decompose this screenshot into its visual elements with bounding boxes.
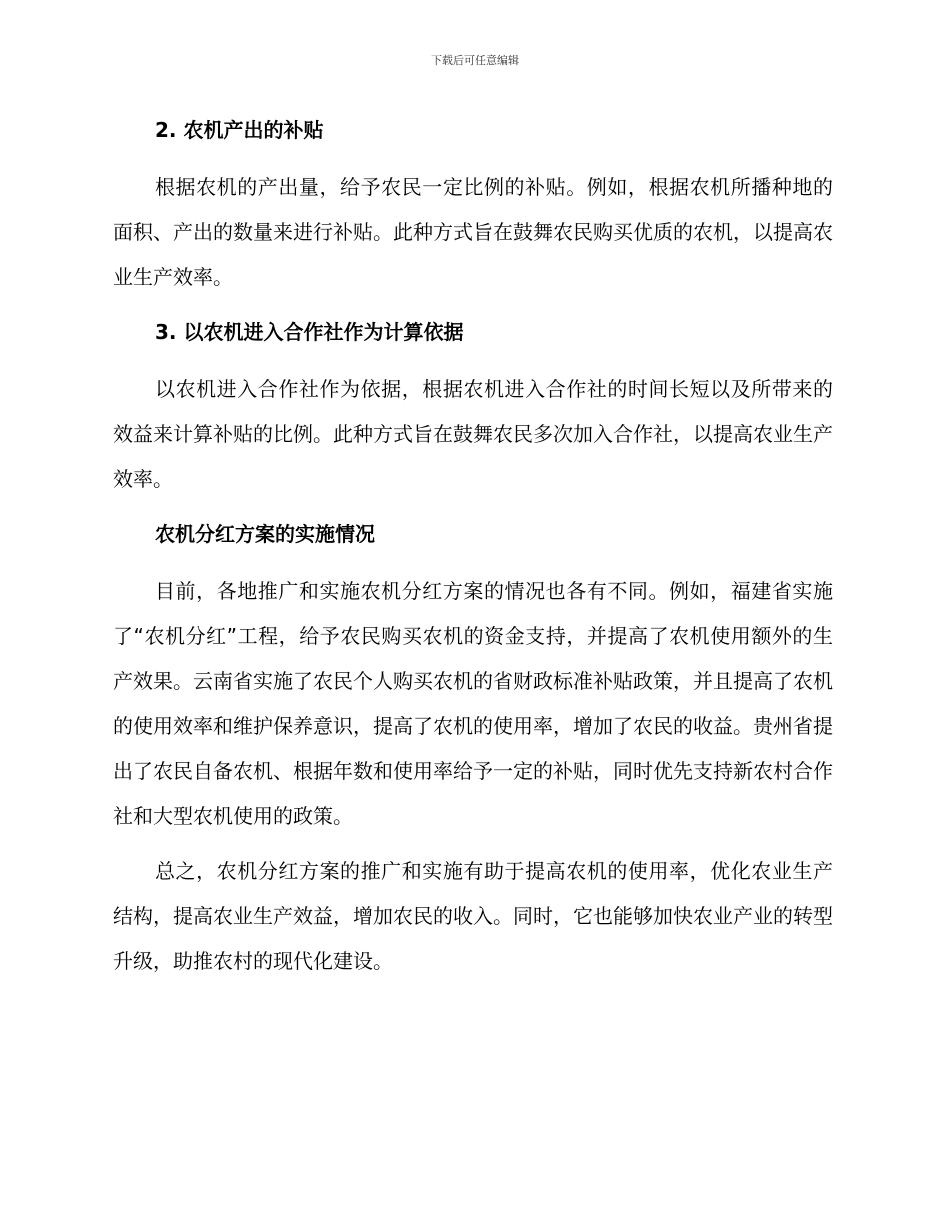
section-paragraph-cooperative-basis: 以农机进入合作社作为依据，根据农机进入合作社的时间长短以及所带来的效益来计算补贴的比例。此种方式旨在鼓舞农民多次加入合作社，以提高农业生产效率。 [113,377,833,491]
section-heading-cooperative-basis: 3. 以农机进入合作社作为计算依据 [155,320,464,344]
header-note: 下载后可任意编辑 [431,54,519,67]
conclusion-paragraph: 总之，农机分红方案的推广和实施有助于提高农机的使用率，优化农业生产结构，提高农业生产效益，增加农民的收入。同时，它也能够加快农业产业的转型升级，助推农村的现代化建设。 [113,859,833,973]
section-heading-implementation: 农机分红方案的实施情况 [155,522,375,546]
section-paragraph-output-subsidy: 根据农机的产出量，给予农民一定比例的补贴。例如，根据农机所播种地的面积、产出的数量来进行补贴。此种方式旨在鼓舞农民购买优质的农机，以提高农业生产效率。 [113,175,833,289]
section-paragraph-implementation: 目前，各地推广和实施农机分红方案的情况也各有不同。例如，福建省实施了“农机分红”工程，给予农民购买农机的资金支持，并提高了农机使用额外的生产效果。云南省实施了农民个人购买农机的省财政标准补贴政策，并且提高了农机的使用效率和维护保养意识，提高了农机的使用率，增加了农民的收益。贵州省提出了农民自备农机、根据年数和使用率给予一定的补贴，同时优先支持新农村合作社和大型农机使用的政策。 [113,579,833,828]
document-body [113,108,833,994]
section-heading-output-subsidy: 2. 农机产出的补贴 [155,118,324,142]
